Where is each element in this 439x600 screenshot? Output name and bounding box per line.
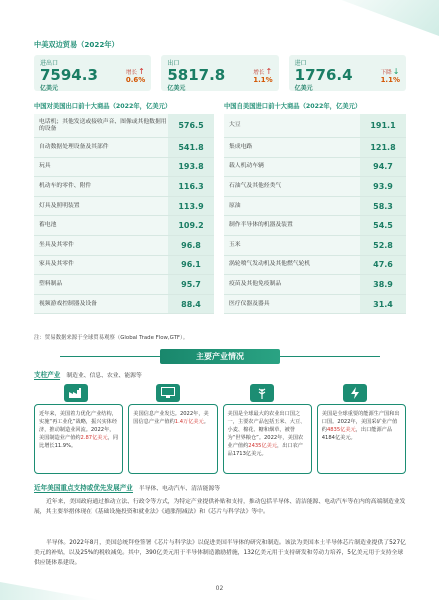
table-row <box>34 236 214 256</box>
card-text: 美国是全球最大的农业出口国之一，主要农产品包括玉米、大豆、小麦、棉花、糖和烟草，被誉为“世界粮仓”。2022年，美国农业产值约 <box>227 411 306 449</box>
row-value: 191.1 <box>360 114 406 137</box>
card-text: ，同比增长11.9%。 <box>39 435 119 449</box>
stat-label: 进出口 <box>40 60 59 67</box>
wheat-icon <box>250 384 274 402</box>
manufacturing-card <box>34 404 123 474</box>
row-name: 制作半导体的机器及装置 <box>224 216 360 235</box>
stat-value: 5817.8 <box>167 66 226 84</box>
source-note: 注：贸易数据来源于全球贸易观察（Global Trade Flow,GTF）。 <box>34 335 189 341</box>
row-name: 坐具及其零件 <box>34 236 168 255</box>
section-title: 中美双边贸易（2022年） <box>34 40 119 49</box>
export-table-title: 中国对美国出口前十大商品（2022年，亿美元） <box>34 103 172 110</box>
row-value: 116.3 <box>168 177 214 196</box>
row-value: 541.8 <box>168 138 214 157</box>
row-value: 54.5 <box>360 216 406 235</box>
table-row <box>224 197 406 217</box>
card-text: 美国是全球重要的能源生产国和出口国。2022年，美国采矿业产值约 <box>321 411 400 433</box>
table-row <box>224 216 406 236</box>
table-row <box>34 138 214 158</box>
table-row <box>224 236 406 256</box>
change-word: 下降 <box>380 70 392 76</box>
row-value: 47.6 <box>360 256 406 275</box>
card-text: ，出口能源产品4184亿美元。 <box>321 427 393 441</box>
row-value: 31.4 <box>360 295 406 314</box>
industry-icon-row <box>0 384 439 404</box>
stat-unit: 亿美元 <box>294 85 313 92</box>
row-value: 93.9 <box>360 177 406 196</box>
import-table <box>224 101 406 314</box>
card-text: 。 <box>203 419 209 425</box>
energy-card <box>317 404 406 474</box>
card-highlight: 2435亿美元 <box>248 443 278 449</box>
row-name: 机动车的零件、附件 <box>34 177 168 196</box>
row-value: 88.4 <box>168 295 214 314</box>
row-value: 113.9 <box>168 197 214 216</box>
change-pct: 1.1% <box>253 76 273 84</box>
focus-subtitle: 半导体、电动汽车、清洁能源等 <box>138 486 221 492</box>
row-name: 电话机；其他发送或接收声音、图像或其他数据用的设备 <box>34 114 168 137</box>
table-row <box>224 295 406 315</box>
change-word: 增长 <box>125 70 138 76</box>
row-name: 原油 <box>224 197 360 216</box>
import-table-title: 中国自美国进口前十大商品（2022年，亿美元） <box>224 103 362 110</box>
row-value: 121.8 <box>360 138 406 157</box>
stat-label: 出口 <box>167 60 180 67</box>
row-name: 视频游戏控制器及设备 <box>34 295 168 314</box>
row-value: 109.2 <box>168 216 214 235</box>
row-name: 灯具及照明装置 <box>34 197 168 216</box>
arrow-up-icon: ↑ <box>138 67 145 76</box>
stat-change <box>253 67 272 84</box>
row-value: 576.5 <box>168 114 214 137</box>
table-row <box>224 256 406 276</box>
card-highlight: 2.87亿美元 <box>80 435 108 441</box>
table-row <box>34 114 214 138</box>
row-value: 96.1 <box>168 256 214 275</box>
row-name: 集成电路 <box>224 138 360 157</box>
row-name: 大豆 <box>224 114 360 137</box>
row-value: 96.8 <box>168 236 214 255</box>
pillar-subtitle: 制造业、信息、农业、能源等 <box>66 373 142 379</box>
stat-label: 进口 <box>294 60 307 67</box>
pillar-heading <box>34 369 142 380</box>
table-row <box>224 158 406 178</box>
energy-icon <box>343 384 367 402</box>
card-text: ，出口农产品1713亿美元。 <box>227 443 303 457</box>
row-name: 玉米 <box>224 236 360 255</box>
stat-change <box>126 67 145 84</box>
pillar-tag: 支柱产业 <box>34 371 61 379</box>
stat-card-import <box>289 55 406 91</box>
stat-card-export <box>161 55 278 91</box>
stat-value: 7594.3 <box>40 66 98 84</box>
table-row <box>34 158 214 178</box>
table-row <box>224 275 406 295</box>
row-value: 58.3 <box>360 197 406 216</box>
table-row <box>34 216 214 236</box>
card-highlight: 4835亿美元 <box>326 427 356 433</box>
row-name: 家具及其零件 <box>34 256 168 275</box>
row-value: 193.8 <box>168 158 214 177</box>
table-row <box>34 197 214 217</box>
row-name: 载人机动车辆 <box>224 158 360 177</box>
trade-stats-row <box>34 55 406 91</box>
card-highlight: 1.4万亿美元 <box>174 419 204 425</box>
row-name: 玩具 <box>34 158 168 177</box>
stat-change <box>381 67 400 84</box>
row-value: 52.8 <box>360 236 406 255</box>
agriculture-card <box>223 404 312 474</box>
table-row <box>34 295 214 315</box>
row-name: 自动数据处理设备及其部件 <box>34 138 168 157</box>
row-value: 94.7 <box>360 158 406 177</box>
row-name: 石油气及其他烃类气 <box>224 177 360 196</box>
focus-heading <box>34 482 220 493</box>
row-name: 医疗仪器及器具 <box>224 295 360 314</box>
table-row <box>224 114 406 138</box>
top-corner-decoration <box>309 0 439 36</box>
card-text: 美国信息产业发达。2022年，美国信息产业产值约 <box>133 411 209 425</box>
section-banner: 主要产业情况 <box>160 349 280 364</box>
change-pct: 0.6% <box>125 76 146 84</box>
row-name: 疫苗及其他免疫制品 <box>224 275 360 294</box>
export-table <box>34 101 214 314</box>
arrow-down-icon: ↓ <box>392 67 400 76</box>
table-row <box>224 138 406 158</box>
change-word: 增长 <box>253 70 265 76</box>
table-row <box>224 177 406 197</box>
change-pct: 1.1% <box>380 76 400 84</box>
factory-icon <box>64 384 88 402</box>
paragraph: 半导体。2022年8月，美国总统拜登签署《芯片与科学法》以促进美国半导体的研究和制造。该法为美国本土半导体芯片制造业提供了527亿美元的补贴，以及25%的税收减免。其中，390亿美元用于半导体制造激励措施，132亿美元用于支持研发和劳动力培养，5亿美元用于支持全球供应链体系建设。 <box>34 540 406 566</box>
table-row <box>34 256 214 276</box>
focus-tag: 近年美国重点支持或优先发展产业 <box>34 484 133 492</box>
table-row <box>34 177 214 197</box>
row-name: 塑料制品 <box>34 275 168 294</box>
stat-unit: 亿美元 <box>40 85 59 92</box>
stat-unit: 亿美元 <box>167 85 186 92</box>
stat-card-total <box>34 55 151 91</box>
row-name: 涡轮喷气发动机及其他燃气轮机 <box>224 256 360 275</box>
card-text: 近年来，美国着力优化产业结构，实施“再工业化”战略，振兴实体经济，推动制造业回流。2022年，美国制造业产值约 <box>39 411 118 441</box>
page-number: 02 <box>215 585 224 592</box>
arrow-up-icon: ↑ <box>265 67 273 76</box>
monitor-icon <box>156 384 180 402</box>
row-name: 蓄电池 <box>34 216 168 235</box>
industry-cards <box>34 404 406 474</box>
row-value: 95.7 <box>168 275 214 294</box>
row-value: 38.9 <box>360 275 406 294</box>
information-card <box>128 404 217 474</box>
paragraph: 近年来，美国政府通过推动立法、行政令等方式，为特定产业提供补贴和支持，推动包括半导体、清洁能源、电动汽车等在内的高端制造业发展，其主要举措体现在《基础设施投资和就业法》《通胀削减法》和《芯片与科学法》等中。 <box>34 499 406 515</box>
table-row <box>34 275 214 295</box>
stat-value: 1776.4 <box>294 66 353 84</box>
